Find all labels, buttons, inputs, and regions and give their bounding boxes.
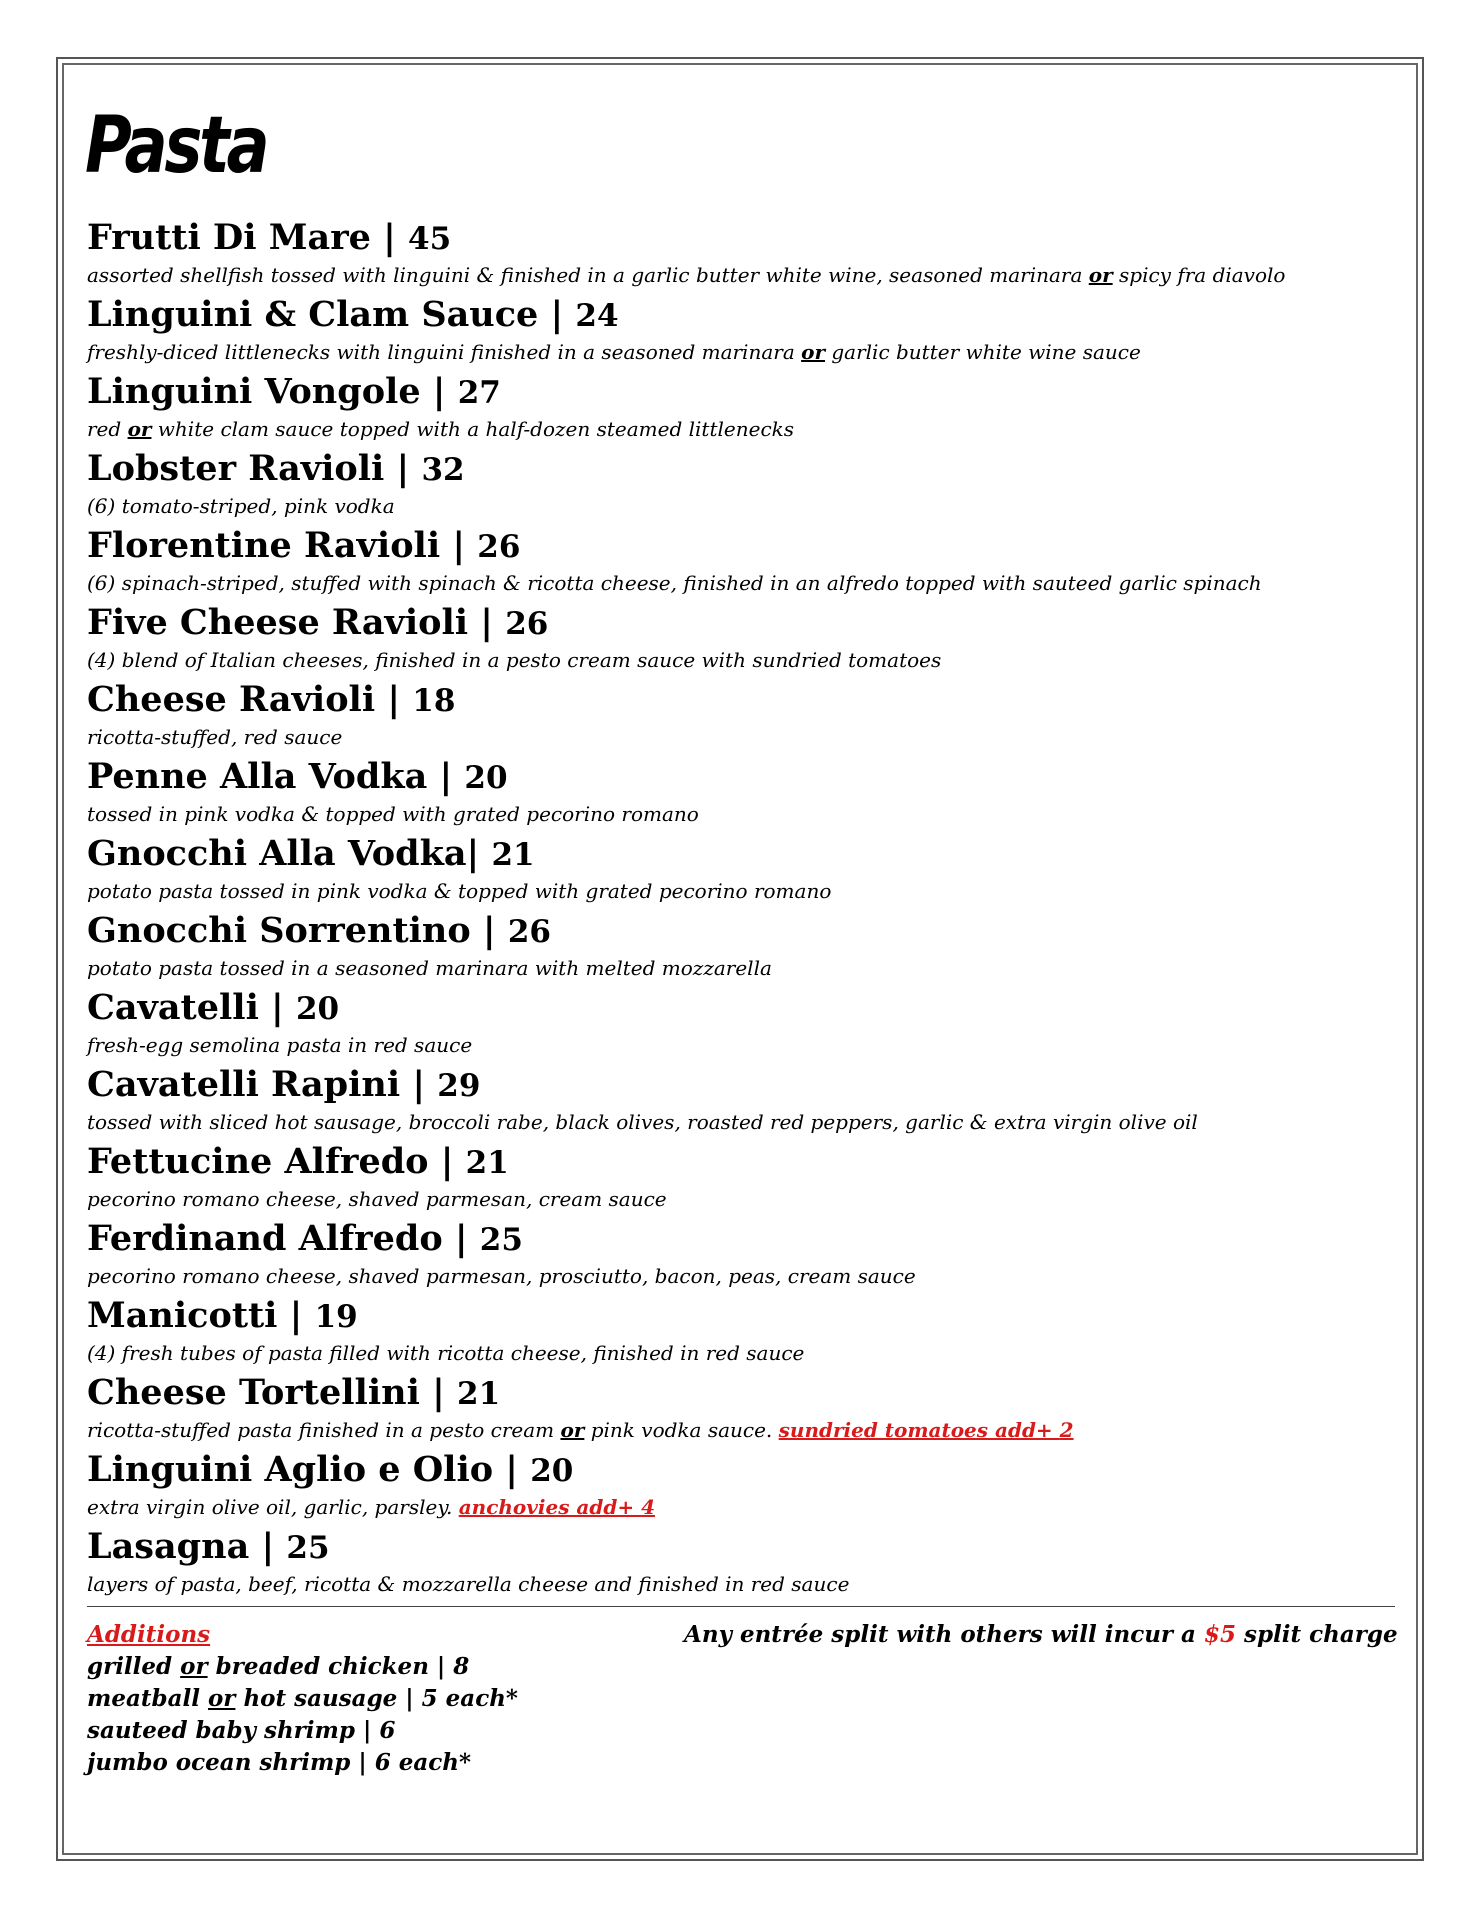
description-text: freshly-diced littlenecks with linguini finished in a seasoned marinara bbox=[87, 340, 802, 364]
menu-item-title bbox=[87, 678, 1397, 723]
menu-item-name: Cheese Tortellini bbox=[87, 1372, 420, 1413]
description-text: (4) blend of Italian cheeses, finished in a pesto cream sauce with sundried tomatoes bbox=[87, 648, 942, 672]
menu-item-title bbox=[87, 1294, 1397, 1339]
menu-item-title bbox=[87, 1063, 1397, 1108]
addition-text: breaded chicken | 8 bbox=[207, 1653, 470, 1680]
menu-item-name: Linguini Aglio e Olio bbox=[87, 1449, 494, 1490]
split-note-text: Any entrée split with others will incur a bbox=[684, 1621, 1204, 1648]
addon-price: 4 bbox=[641, 1495, 655, 1519]
menu-item-separator: | bbox=[493, 1449, 531, 1490]
menu-item bbox=[87, 1294, 1397, 1371]
footer-section bbox=[87, 1619, 1397, 1789]
menu-item-description bbox=[87, 1262, 1397, 1290]
description-text: fresh-egg semolina pasta in red sauce bbox=[87, 1033, 473, 1057]
menu-item-name: Florentine Ravioli bbox=[87, 525, 441, 566]
additions-heading: Additions bbox=[87, 1621, 211, 1648]
addition-line bbox=[87, 1747, 518, 1779]
addition-text: grilled bbox=[87, 1653, 181, 1680]
menu-item-separator: | bbox=[427, 756, 465, 797]
description-text: (6) spinach-striped, stuffed with spinach & ricotta cheese, finished in an alfredo topped with sauteed garlic spinach bbox=[87, 571, 1262, 595]
description-text: extra virgin olive oil, garlic, parsley. bbox=[87, 1495, 459, 1519]
menu-item-separator: | bbox=[384, 448, 422, 489]
addition-line bbox=[87, 1651, 518, 1683]
menu-item-description bbox=[87, 569, 1397, 597]
description-text: potato pasta tossed in pink vodka & topped with grated pecorino romano bbox=[87, 879, 832, 903]
addon-text: anchovies add+ bbox=[458, 1495, 642, 1519]
menu-item-description bbox=[87, 1416, 1397, 1444]
menu-item-separator: | bbox=[400, 1064, 438, 1105]
menu-item bbox=[87, 1217, 1397, 1294]
split-charge-note bbox=[684, 1619, 1398, 1651]
menu-item-price: 24 bbox=[575, 298, 619, 334]
menu-item-name: Ferdinand Alfredo bbox=[87, 1218, 443, 1259]
menu-item-price: 18 bbox=[412, 683, 456, 719]
menu-item bbox=[87, 986, 1397, 1063]
description-text: white clam sauce topped with a half-dozen steamed littlenecks bbox=[151, 417, 795, 441]
menu-item-title bbox=[87, 755, 1397, 800]
menu-item-price: 20 bbox=[464, 760, 508, 796]
menu-item-description bbox=[87, 1108, 1397, 1136]
menu-item-separator: | bbox=[442, 1218, 480, 1259]
menu-item bbox=[87, 832, 1397, 909]
section-title: Pasta bbox=[85, 101, 267, 191]
description-text: red bbox=[87, 417, 128, 441]
menu-item bbox=[87, 909, 1397, 986]
description-text: tossed with sliced hot sausage, broccoli rabe, black olives, roasted red peppers, garlic & extra virgin olive oil bbox=[87, 1110, 1198, 1134]
description-text: (4) fresh tubes of pasta filled with ricotta cheese, finished in red sauce bbox=[87, 1341, 805, 1365]
menu-item-price: 26 bbox=[477, 529, 521, 565]
menu-item-price: 25 bbox=[479, 1222, 523, 1258]
or-emphasis: or bbox=[127, 417, 152, 441]
menu-item-title bbox=[87, 1525, 1397, 1570]
menu-item-title bbox=[87, 986, 1397, 1031]
description-text: potato pasta tossed in a seasoned marinara with melted mozzarella bbox=[87, 956, 772, 980]
menu-item-name: Gnocchi Alla Vodka bbox=[87, 833, 467, 874]
menu-page bbox=[87, 98, 1397, 1789]
menu-item-price: 21 bbox=[465, 1145, 509, 1181]
menu-item-separator: | bbox=[370, 217, 409, 258]
menu-item-name: Lobster Ravioli bbox=[87, 448, 385, 489]
menu-item-description bbox=[87, 646, 1397, 674]
menu-item-name: Cheese Ravioli bbox=[87, 679, 376, 720]
menu-item-title bbox=[87, 1448, 1397, 1493]
description-text: ricotta-stuffed pasta finished in a pesto cream bbox=[87, 1418, 561, 1442]
menu-item-separator: | bbox=[470, 910, 508, 951]
menu-item-name: Cavatelli bbox=[87, 987, 259, 1028]
menu-item-price: 26 bbox=[507, 914, 551, 950]
menu-item-title bbox=[87, 447, 1397, 492]
menu-item-name: Linguini Vongole bbox=[87, 371, 421, 412]
addition-text: meatball bbox=[87, 1685, 208, 1712]
addition-text: hot sausage | 5 each* bbox=[235, 1685, 518, 1712]
description-text: garlic butter white wine sauce bbox=[825, 340, 1141, 364]
description-text: spicy fra diavolo bbox=[1112, 263, 1286, 287]
menu-item-name: Penne Alla Vodka bbox=[87, 756, 428, 797]
menu-item-separator: | bbox=[468, 602, 506, 643]
menu-item-description bbox=[87, 415, 1397, 443]
addition-line bbox=[87, 1683, 518, 1715]
addon-upcharge bbox=[459, 1495, 655, 1519]
menu-item-name: Five Cheese Ravioli bbox=[87, 602, 469, 643]
menu-item-title bbox=[87, 370, 1397, 415]
additions-section bbox=[87, 1619, 518, 1779]
menu-item-separator: | bbox=[440, 525, 478, 566]
menu-item-price: 45 bbox=[408, 221, 452, 257]
addon-text: sundried tomatoes add+ bbox=[778, 1418, 1060, 1442]
addition-line bbox=[87, 1715, 518, 1747]
description-text: layers of pasta, beef, ricotta & mozzarella cheese and finished in red sauce bbox=[87, 1572, 850, 1596]
menu-item-title bbox=[87, 293, 1397, 338]
menu-item bbox=[87, 216, 1397, 293]
menu-item-price: 21 bbox=[457, 1376, 501, 1412]
menu-item-separator: | bbox=[277, 1295, 315, 1336]
menu-item-description bbox=[87, 261, 1397, 289]
description-text: assorted shellfish tossed with linguini & finished in a garlic butter white wine, seasoned marinara bbox=[87, 263, 1089, 287]
menu-item-separator: | bbox=[258, 987, 296, 1028]
menu-item-description bbox=[87, 492, 1397, 520]
menu-item-title bbox=[87, 832, 1397, 877]
menu-item-title bbox=[87, 1217, 1397, 1262]
menu-item-description bbox=[87, 1031, 1397, 1059]
menu-item bbox=[87, 370, 1397, 447]
menu-item-name: Fettucine Alfredo bbox=[87, 1141, 429, 1182]
menu-item-price: 29 bbox=[437, 1068, 481, 1104]
menu-item-description bbox=[87, 723, 1397, 751]
description-text: pink vodka sauce. bbox=[584, 1418, 779, 1442]
menu-item-name: Cavatelli Rapini bbox=[87, 1064, 401, 1105]
menu-item-title bbox=[87, 1371, 1397, 1416]
description-text: ricotta-stuffed, red sauce bbox=[87, 725, 343, 749]
menu-item bbox=[87, 293, 1397, 370]
split-charge-amount: $5 bbox=[1203, 1621, 1236, 1648]
menu-item-price: 21 bbox=[491, 837, 535, 873]
description-text: pecorino romano cheese, shaved parmesan, cream sauce bbox=[87, 1187, 667, 1211]
menu-item bbox=[87, 1448, 1397, 1525]
menu-item-price: 20 bbox=[530, 1453, 574, 1489]
description-text: tossed in pink vodka & topped with grated pecorino romano bbox=[87, 802, 699, 826]
description-text: (6) tomato-striped, pink vodka bbox=[87, 494, 395, 518]
split-note-suffix: split charge bbox=[1236, 1621, 1398, 1648]
addon-upcharge bbox=[779, 1418, 1074, 1442]
menu-item-price: 25 bbox=[286, 1530, 330, 1566]
menu-item-name: Lasagna bbox=[87, 1526, 250, 1567]
menu-item bbox=[87, 601, 1397, 678]
menu-item-separator: | bbox=[466, 833, 492, 874]
menu-item bbox=[87, 1140, 1397, 1217]
menu-item bbox=[87, 755, 1397, 832]
or-emphasis: or bbox=[1088, 263, 1113, 287]
menu-item-title bbox=[87, 524, 1397, 569]
menu-item-description bbox=[87, 1185, 1397, 1213]
menu-item-title bbox=[87, 601, 1397, 646]
menu-item-price: 26 bbox=[505, 606, 549, 642]
menu-item bbox=[87, 1063, 1397, 1140]
menu-item-price: 32 bbox=[421, 452, 465, 488]
menu-item-title bbox=[87, 909, 1397, 954]
or-emphasis: or bbox=[180, 1653, 208, 1680]
menu-item-description bbox=[87, 954, 1397, 982]
menu-item-separator: | bbox=[428, 1141, 466, 1182]
menu-item-separator: | bbox=[375, 679, 413, 720]
or-emphasis: or bbox=[207, 1685, 236, 1712]
menu-item-description bbox=[87, 1339, 1397, 1367]
menu-item-separator: | bbox=[420, 371, 458, 412]
menu-item-description bbox=[87, 800, 1397, 828]
divider-line bbox=[87, 1606, 1395, 1607]
menu-item bbox=[87, 1525, 1397, 1602]
menu-item-separator: | bbox=[249, 1526, 287, 1567]
menu-item-title bbox=[87, 216, 1397, 261]
addon-price: 2 bbox=[1059, 1418, 1074, 1442]
menu-item-name: Linguini & Clam Sauce bbox=[87, 294, 539, 335]
menu-item-price: 27 bbox=[457, 375, 501, 411]
menu-item bbox=[87, 1371, 1397, 1448]
menu-item-description bbox=[87, 877, 1397, 905]
or-emphasis: or bbox=[801, 340, 825, 364]
or-emphasis: or bbox=[560, 1418, 585, 1442]
menu-item-price: 20 bbox=[295, 991, 340, 1027]
menu-item bbox=[87, 447, 1397, 524]
addition-text: sauteed baby shrimp | 6 bbox=[87, 1717, 396, 1744]
menu-item-name: Gnocchi Sorrentino bbox=[87, 910, 471, 951]
menu-item-price: 19 bbox=[314, 1299, 358, 1335]
menu-item-name: Manicotti bbox=[87, 1295, 278, 1336]
description-text: pecorino romano cheese, shaved parmesan, prosciutto, bacon, peas, cream sauce bbox=[87, 1264, 916, 1288]
menu-item-description bbox=[87, 338, 1397, 366]
menu-item-title bbox=[87, 1140, 1397, 1185]
menu-item bbox=[87, 678, 1397, 755]
menu-item-description bbox=[87, 1493, 1397, 1521]
menu-item bbox=[87, 524, 1397, 601]
menu-item-separator: | bbox=[538, 294, 576, 335]
menu-item-list bbox=[87, 216, 1397, 1602]
menu-item-description bbox=[87, 1570, 1397, 1598]
addition-text: jumbo ocean shrimp | 6 each* bbox=[87, 1749, 472, 1776]
menu-item-name: Frutti Di Mare bbox=[87, 217, 371, 258]
menu-item-separator: | bbox=[419, 1372, 457, 1413]
